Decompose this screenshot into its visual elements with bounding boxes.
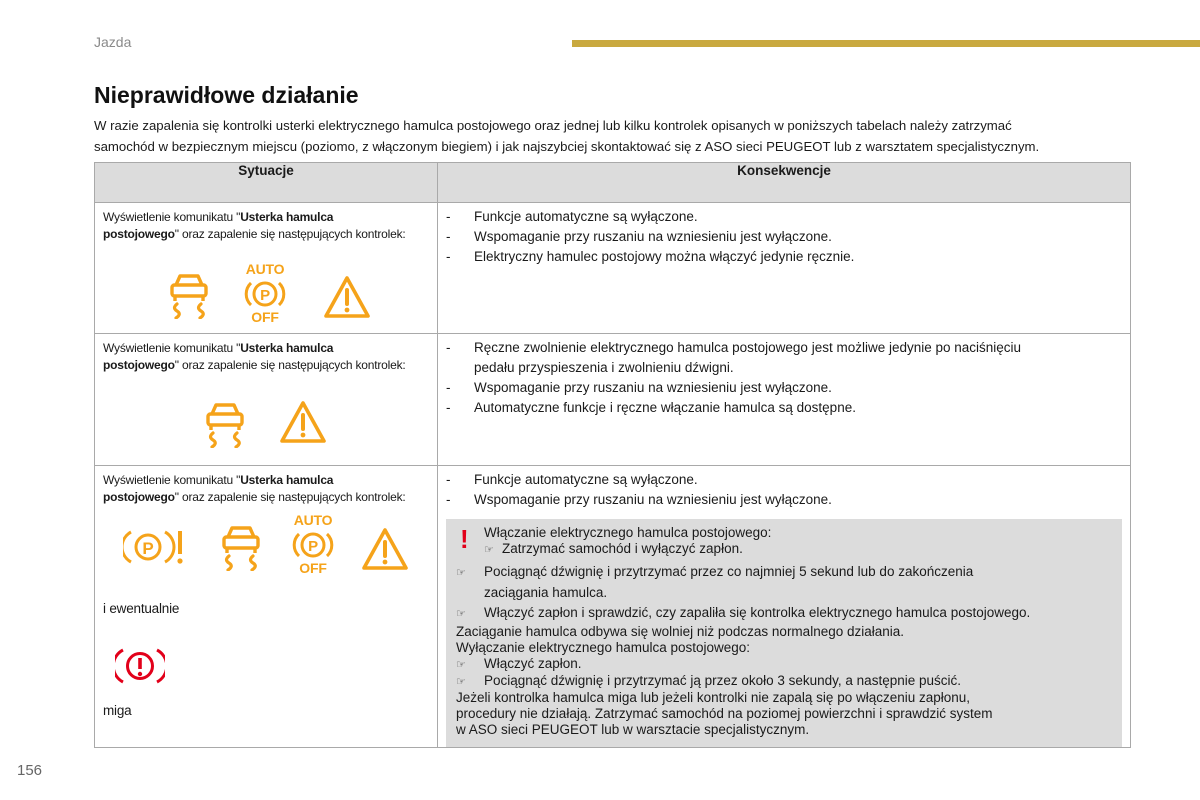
consequence-list	[446, 470, 1122, 510]
page-title: Nieprawidłowe działanie	[94, 82, 359, 108]
auto-park-off-icon	[239, 261, 291, 325]
skid-warning-icon	[203, 402, 247, 448]
table-row	[95, 466, 1131, 748]
list-item: - Wspomaganie przy ruszaniu na wzniesieniu jest wyłączone.	[446, 490, 1122, 510]
skid-warning-icon	[167, 273, 211, 319]
brake-warning-icon	[115, 646, 165, 686]
situation-text: Wyświetlenie komunikatu "Usterka hamulca postojowego" oraz zapalenie się następujących kontrolek:	[103, 341, 406, 372]
svg-text:AUTO: AUTO	[245, 261, 285, 277]
list-item: - Wspomaganie przy ruszaniu na wzniesieniu jest wyłączone.	[446, 378, 1122, 398]
list-item: - Elektryczny hamulec postojowy można włączyć jedynie ręcznie.	[446, 247, 1122, 267]
intro-paragraph	[94, 115, 1134, 157]
park-brake-fault-icon	[123, 526, 189, 570]
situation-cell	[95, 203, 438, 334]
header-consequences: Konsekwencje	[438, 163, 1131, 203]
or-eventually-label: i ewentualnie	[103, 601, 180, 616]
warning-box: ! Włączanie elektrycznego hamulca postojowego: ☞ Zatrzymać samochód i wyłączyć zapłon. ☞ Pociągnąć dźwignię i przytrzymać przez co najmniej 5 sekund lub do zakończenia zaciągania hamulca. ☞ Włączyć zapłon i sprawdzić, czy zapaliła się kontrolka elektrycznego hamulca postojowego. Zaciąganie hamulca odbywa się wolniej niż podczas normalnego działania. Wyłączanie elektrycznego hamulca postojowego: ☞ Włączyć zapłon. ☞ Pociągnąć dźwignię i przytrzymać ją przez około 3 sekundy, a następnie puścić. Jeżeli kontrolka hamulca miga lub jeżeli kontrolki nie zapalą się po włączeniu zapłonu, procedury nie działają. Zatrzymać samochód na poziomej powierzchni i sprawdzić system w ASO sieci PEUGEOT lub w warsztacie specjalistycznym.	[446, 519, 1122, 747]
pointing-hand-icon: ☞	[456, 676, 466, 688]
situations-table	[94, 162, 1131, 748]
consequence-cell	[438, 466, 1131, 748]
general-warning-icon	[323, 275, 371, 319]
exclamation-icon: !	[460, 524, 469, 554]
intro-line-2: samochód w bezpiecznym miejscu (poziomo, z włączonym biegiem) i jak najszybciej skontaktować się z ASO sieci PEUGEOT lub z warsztatem specjalistycznym.	[94, 139, 1040, 154]
svg-text:P: P	[260, 287, 270, 304]
skid-warning-icon	[219, 525, 263, 571]
svg-text:OFF: OFF	[299, 560, 327, 576]
list-item: - Funkcje automatyczne są wyłączone.	[446, 470, 1122, 490]
section-label: Jazda	[94, 34, 132, 50]
auto-park-off-icon	[287, 512, 339, 576]
svg-text:AUTO: AUTO	[293, 512, 333, 528]
situation-text: Wyświetlenie komunikatu "Usterka hamulca postojowego" oraz zapalenie się następujących kontrolek:	[103, 473, 406, 504]
situation-text: Wyświetlenie komunikatu "Usterka hamulca postojowego" oraz zapalenie się następujących kontrolek:	[103, 210, 406, 241]
indicator-lamps	[103, 506, 437, 586]
list-item: - Ręczne zwolnienie elektrycznego hamulca postojowego jest możliwe jedynie po naciśnięciu pedału przyspieszenia i zwolnieniu dźwigni.	[446, 338, 1122, 378]
header-accent-bar	[572, 40, 1200, 47]
situation-cell	[95, 466, 438, 748]
intro-line-1: W razie zapalenia się kontrolki usterki elektrycznego hamulca postojowego oraz jednej lub kilku kontrolek opisanych w poniższych tabelach należy zatrzymać	[94, 118, 1012, 133]
table-row	[95, 203, 1131, 334]
header-situations: Sytuacje	[95, 163, 438, 203]
consequence-cell	[438, 334, 1131, 466]
indicator-lamps	[103, 374, 437, 456]
situation-cell	[95, 334, 438, 466]
general-warning-icon	[361, 527, 409, 571]
general-warning-icon	[279, 400, 327, 444]
pointing-hand-icon: ☞	[456, 567, 466, 579]
svg-text:OFF: OFF	[251, 309, 279, 325]
pointing-hand-icon: ☞	[484, 544, 494, 556]
blinking-label: miga	[103, 703, 132, 718]
consequence-list	[446, 207, 1122, 267]
pointing-hand-icon: ☞	[456, 659, 466, 671]
page-number: 156	[17, 762, 43, 779]
warning-text: Włączanie elektrycznego hamulca postojowego: ☞ Zatrzymać samochód i wyłączyć zapłon.	[484, 525, 772, 556]
svg-text:P: P	[308, 538, 318, 555]
indicator-lamps	[103, 243, 437, 325]
svg-text:P: P	[142, 539, 154, 558]
consequence-list	[446, 338, 1122, 418]
consequence-cell	[438, 203, 1131, 334]
table-row	[95, 334, 1131, 466]
list-item: - Funkcje automatyczne są wyłączone.	[446, 207, 1122, 227]
pointing-hand-icon: ☞	[456, 608, 466, 620]
list-item: - Wspomaganie przy ruszaniu na wzniesieniu jest wyłączone.	[446, 227, 1122, 247]
list-item: - Automatyczne funkcje i ręczne włączanie hamulca są dostępne.	[446, 398, 1122, 418]
